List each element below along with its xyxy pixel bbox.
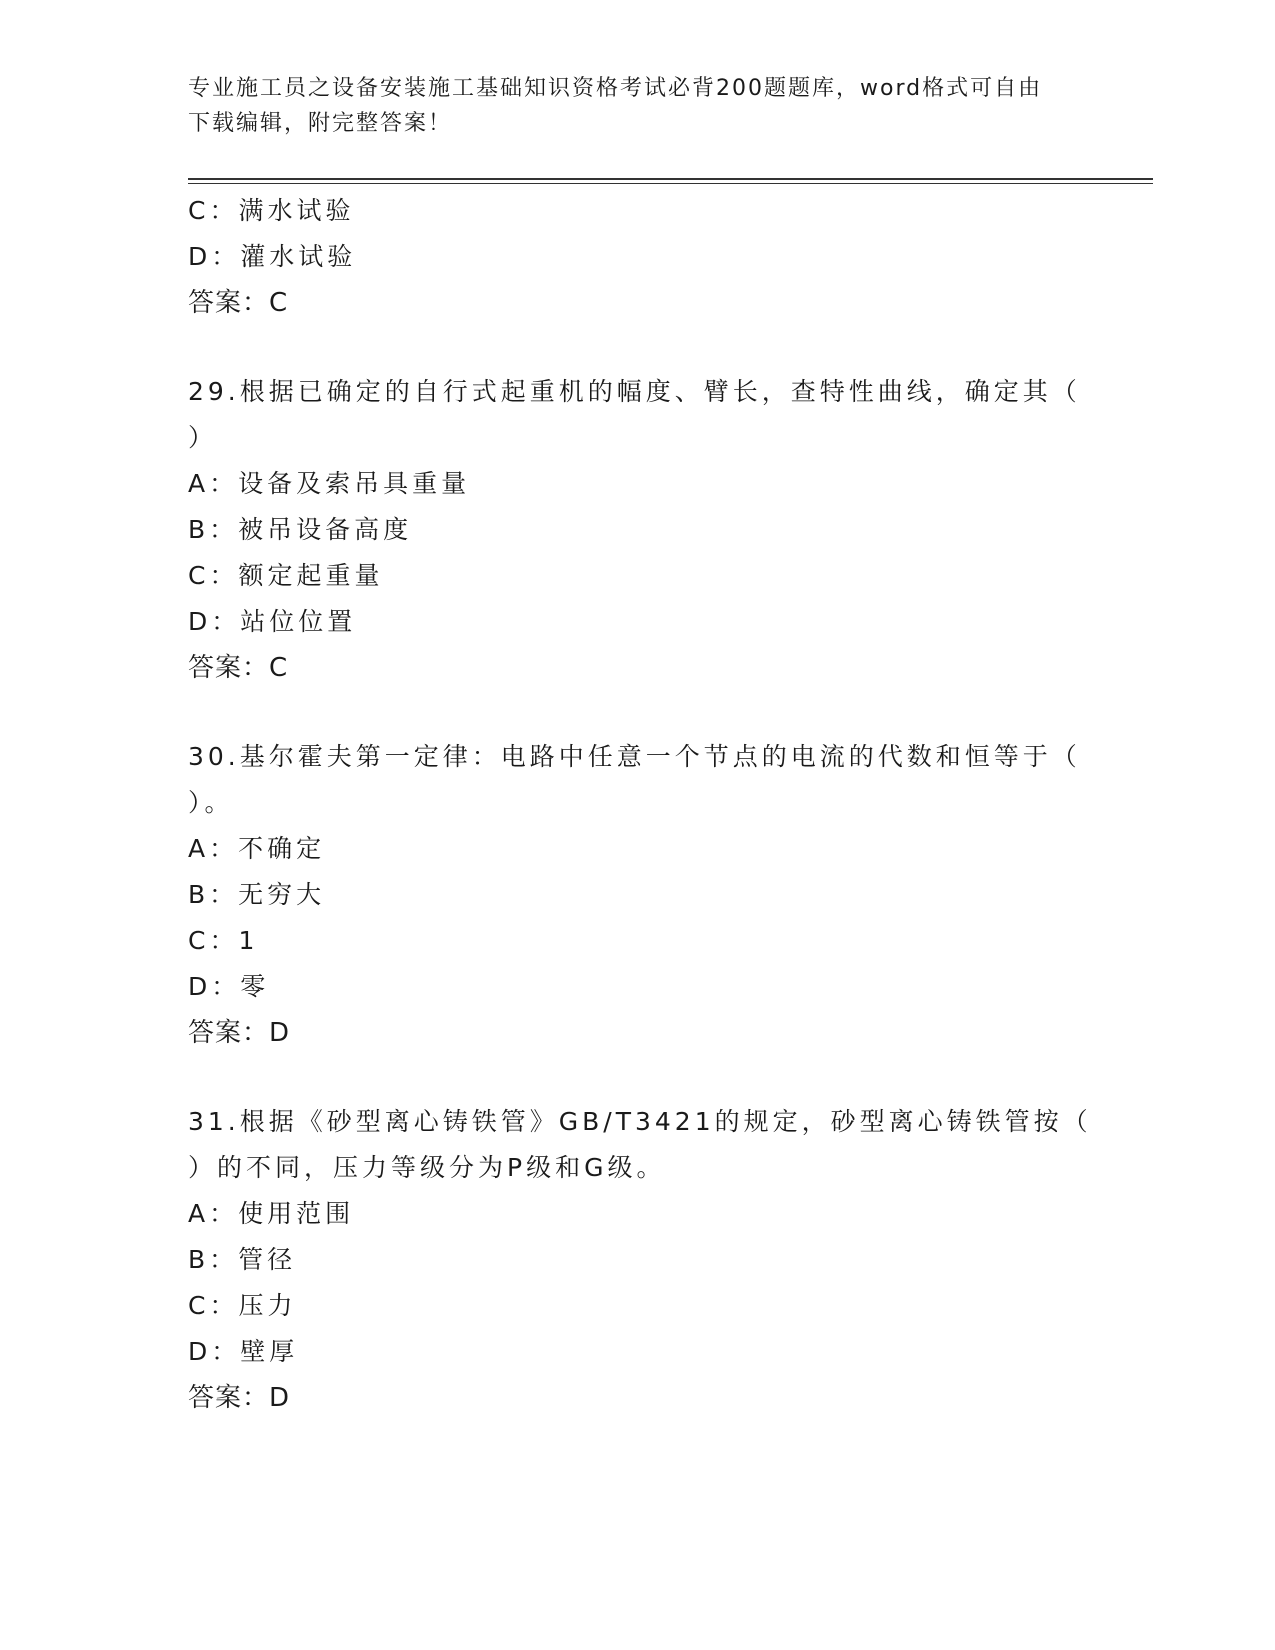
spacer bbox=[188, 1056, 1088, 1099]
option-b: B：无穷大 bbox=[188, 880, 326, 909]
header-divider-thin bbox=[188, 183, 1153, 184]
option-a: A：使用范围 bbox=[188, 1199, 355, 1228]
option-c: C：额定起重量 bbox=[188, 561, 384, 590]
question-stem: 29.根据已确定的自行式起重机的幅度、臂长，查特性曲线，确定其（ bbox=[188, 377, 1081, 406]
answer-line: 答案：C bbox=[188, 288, 289, 318]
header-divider-thick bbox=[188, 178, 1153, 180]
question-30 bbox=[188, 734, 1088, 1056]
option-d: D：站位位置 bbox=[188, 607, 357, 636]
question-31 bbox=[188, 1099, 1092, 1421]
question-stem-continued: ）的不同，压力等级分为P级和G级。 bbox=[188, 1153, 666, 1182]
option-b: B：被吊设备高度 bbox=[188, 515, 413, 544]
option-c: C：满水试验 bbox=[188, 196, 355, 225]
spacer bbox=[188, 691, 1088, 734]
spacer bbox=[188, 326, 1088, 369]
option-c: C：1 bbox=[188, 926, 259, 955]
header-line-1: 专业施工员之设备安装施工基础知识资格考试必背200题题库，word格式可自由 bbox=[188, 76, 1043, 101]
option-c: C：压力 bbox=[188, 1291, 297, 1320]
option-b: B：管径 bbox=[188, 1245, 297, 1274]
question-stem-continued: ） bbox=[188, 423, 218, 452]
answer-line: 答案：C bbox=[188, 653, 289, 683]
question-stem: 30.基尔霍夫第一定律：电路中任意一个节点的电流的代数和恒等于（ bbox=[188, 742, 1081, 771]
option-d: D：灌水试验 bbox=[188, 242, 357, 271]
option-d: D：零 bbox=[188, 972, 270, 1001]
question-list bbox=[188, 188, 1092, 1421]
question-29 bbox=[188, 369, 1088, 691]
document-header bbox=[188, 71, 1088, 141]
option-d: D：壁厚 bbox=[188, 1337, 299, 1366]
question-stem-continued: ）。 bbox=[188, 788, 234, 817]
answer-line: 答案：D bbox=[188, 1018, 291, 1048]
option-a: A：设备及索吊具重量 bbox=[188, 469, 471, 498]
option-a: A：不确定 bbox=[188, 834, 326, 863]
question-28-tail bbox=[188, 188, 1088, 326]
header-line-2: 下载编辑，附完整答案！ bbox=[188, 111, 453, 136]
question-stem: 31.根据《砂型离心铸铁管》GB/T3421的规定，砂型离心铸铁管按（ bbox=[188, 1107, 1092, 1136]
answer-line: 答案：D bbox=[188, 1383, 291, 1413]
